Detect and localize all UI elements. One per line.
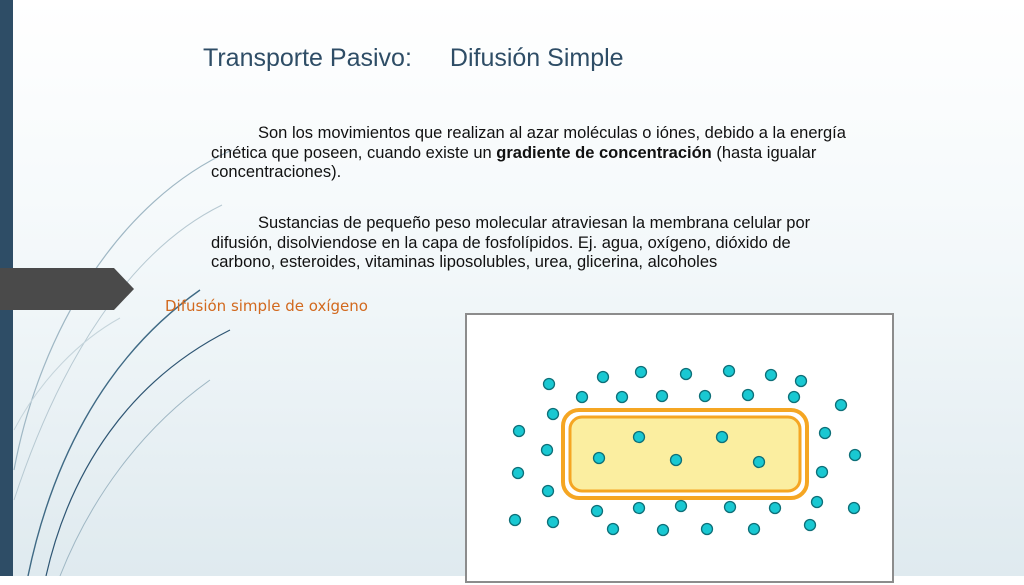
arrow-tab-shape	[0, 268, 134, 310]
paragraph-1-text: Son los movimientos que realizan al azar moléculas o iónes, debido a la energía cinética que poseen, cuando existe un	[211, 124, 846, 162]
paragraph-definition	[211, 124, 851, 183]
oxygen-molecule-outside	[657, 391, 668, 402]
diffusion-figure	[465, 313, 894, 583]
oxygen-molecule-outside	[836, 400, 847, 411]
title-part-1: Transporte Pasivo:	[203, 44, 412, 72]
cell-membrane-inner	[570, 417, 800, 491]
oxygen-molecule-inside	[671, 455, 682, 466]
oxygen-molecule-inside	[754, 457, 765, 468]
oxygen-molecule-inside	[594, 453, 605, 464]
oxygen-molecule-outside	[548, 517, 559, 528]
oxygen-molecule-outside	[820, 428, 831, 439]
oxygen-molecule-outside	[702, 524, 713, 535]
oxygen-molecule-outside	[725, 502, 736, 513]
slide-title	[203, 44, 624, 73]
oxygen-molecule-outside	[805, 520, 816, 531]
oxygen-molecule-outside	[849, 503, 860, 514]
oxygen-molecule-outside	[577, 392, 588, 403]
oxygen-molecule-outside	[514, 426, 525, 437]
oxygen-molecule-outside	[850, 450, 861, 461]
title-part-2: Difusión Simple	[449, 44, 624, 72]
oxygen-molecule-outside	[817, 467, 828, 478]
paragraph-1-tail: (hasta igualar concentraciones).	[211, 143, 817, 181]
oxygen-molecule-outside	[634, 503, 645, 514]
oxygen-molecule-outside	[513, 468, 524, 479]
paragraph-examples	[211, 214, 851, 273]
oxygen-molecule-outside	[543, 486, 554, 497]
oxygen-molecule-outside	[700, 391, 711, 402]
oxygen-molecule-outside	[636, 367, 647, 378]
oxygen-molecule-outside	[766, 370, 777, 381]
oxygen-molecule-outside	[724, 366, 735, 377]
oxygen-molecule-outside	[812, 497, 823, 508]
paragraph-1-bold-term: gradiente de concentración	[496, 143, 712, 162]
oxygen-molecule-outside	[743, 390, 754, 401]
oxygen-molecule-outside	[789, 392, 800, 403]
oxygen-molecule-outside	[548, 409, 559, 420]
oxygen-molecule-outside	[542, 445, 553, 456]
oxygen-molecule-outside	[676, 501, 687, 512]
diffusion-illustration	[467, 315, 896, 585]
paragraph-2-text: Sustancias de pequeño peso molecular atraviesan la membrana celular por difusión, disolviendose en la capa de fosfolípidos. Ej. agua, oxígeno, dióxido de carbono, esteroides, vitaminas liposolubles, urea, glicerina, alcoholes	[211, 214, 811, 271]
oxygen-molecule-outside	[608, 524, 619, 535]
oxygen-molecule-outside	[544, 379, 555, 390]
oxygen-molecule-outside	[681, 369, 692, 380]
oxygen-molecule-outside	[598, 372, 609, 383]
oxygen-molecule-inside	[717, 432, 728, 443]
oxygen-molecule-outside	[770, 503, 781, 514]
oxygen-molecule-outside	[658, 525, 669, 536]
oxygen-molecule-inside	[634, 432, 645, 443]
oxygen-molecule-outside	[749, 524, 760, 535]
figure-caption: Difusión simple de oxígeno	[165, 297, 368, 315]
oxygen-molecule-outside	[592, 506, 603, 517]
oxygen-molecule-outside	[617, 392, 628, 403]
oxygen-molecule-outside	[796, 376, 807, 387]
oxygen-molecule-outside	[510, 515, 521, 526]
